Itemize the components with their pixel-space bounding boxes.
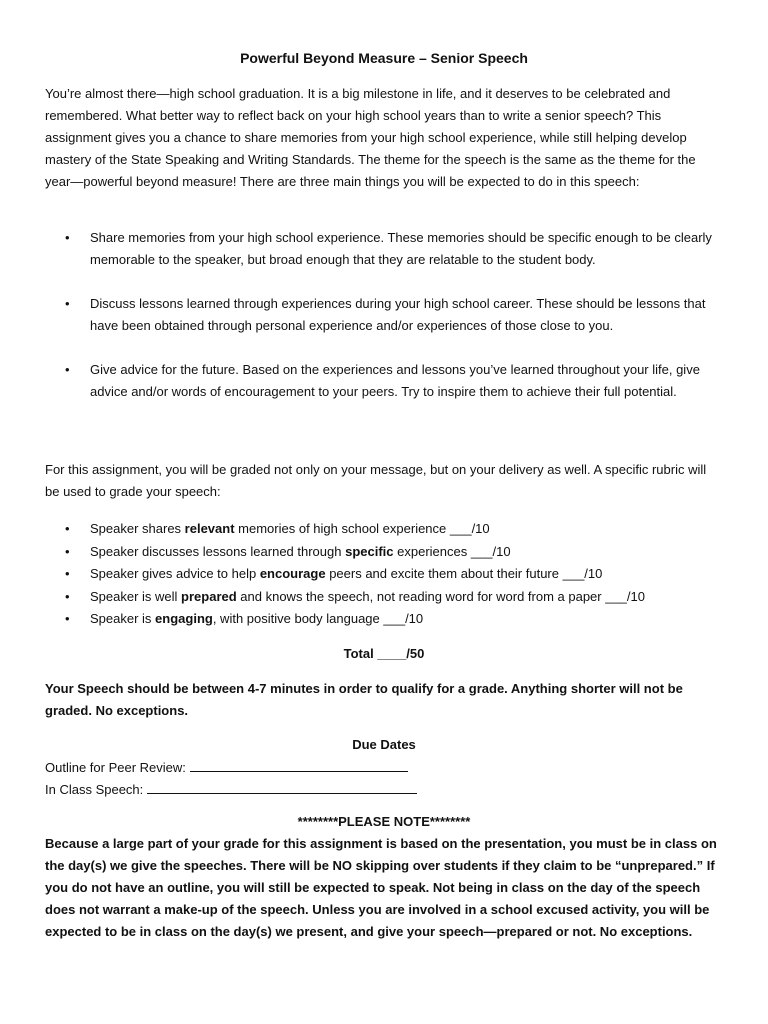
list-item: • Discuss lessons learned through experiences during your high school career. These should be lessons that have been obtained through personal experience and/or experiences of those close to you.: [45, 293, 728, 337]
length-requirement: Your Speech should be between 4-7 minutes in order to qualify for a grade. Anything shorter will not be graded. No exceptions.: [45, 681, 683, 718]
list-item: • Give advice for the future. Based on the experiences and lessons you’ve learned throughout your life, give advice and/or words of encouragement to your peers. Try to inspire them to achieve their full potential.: [45, 359, 728, 403]
page-title: Powerful Beyond Measure – Senior Speech: [240, 50, 528, 66]
expectations-list: [45, 227, 728, 425]
rubric-item: • Speaker discusses lessons learned through specific experiences ___/10: [45, 541, 724, 564]
speech-due-blank: [147, 779, 417, 794]
speech-due-line: [45, 779, 417, 801]
note-heading: ********PLEASE NOTE********: [297, 814, 471, 829]
rubric-item: • Speaker is well prepared and knows the speech, not reading word for word from a paper ___/10: [45, 586, 724, 609]
speech-due-label: In Class Speech:: [45, 782, 144, 797]
rubric-item: • Speaker shares relevant memories of high school experience ___/10: [45, 518, 724, 541]
grading-paragraph: For this assignment, you will be graded not only on your message, but on your delivery as well. A specific rubric will be used to grade your speech:: [45, 462, 707, 499]
total-score: Total ____/50: [343, 646, 425, 661]
list-item: • Share memories from your high school experience. These memories should be specific enough to be clearly memorable to the speaker, but broad enough that they are relatable to the student body.: [45, 227, 728, 271]
intro-paragraph: You’re almost there—high school graduation. It is a big milestone in life, and it deserves to be celebrated and remembered. What better way to reflect back on your high school years than to write a senior speech? This assignment gives you a chance to share memories from your high school experience, while still helping develop mastery of the State Speaking and Writing Standards. The theme for the speech is the same as the theme for the year—powerful beyond measure! There are three main things you will be expected to do in this speech:: [45, 86, 696, 189]
rubric-item: • Speaker is engaging, with positive body language ___/10: [45, 608, 724, 631]
outline-due-line: [45, 757, 408, 779]
outline-due-label: Outline for Peer Review:: [45, 760, 186, 775]
outline-due-blank: [190, 757, 408, 772]
due-dates-heading: Due Dates: [352, 737, 416, 752]
rubric-list: [45, 518, 724, 631]
note-paragraph: Because a large part of your grade for this assignment is based on the presentation, you must be in class on the day(s) we give the speeches. There will be NO skipping over students if they claim to be “unprepared.” If you do not have an outline, you will still be expected to speak. Not being in class on the day of the speech does not warrant a make-up of the speech. Unless you are involved in a school excused activity, you will be expected to be in class on the day(s) we present, and give your speech—prepared or not. No exceptions.: [45, 836, 717, 939]
rubric-item: • Speaker gives advice to help encourage peers and excite them about their future ___/10: [45, 563, 724, 586]
